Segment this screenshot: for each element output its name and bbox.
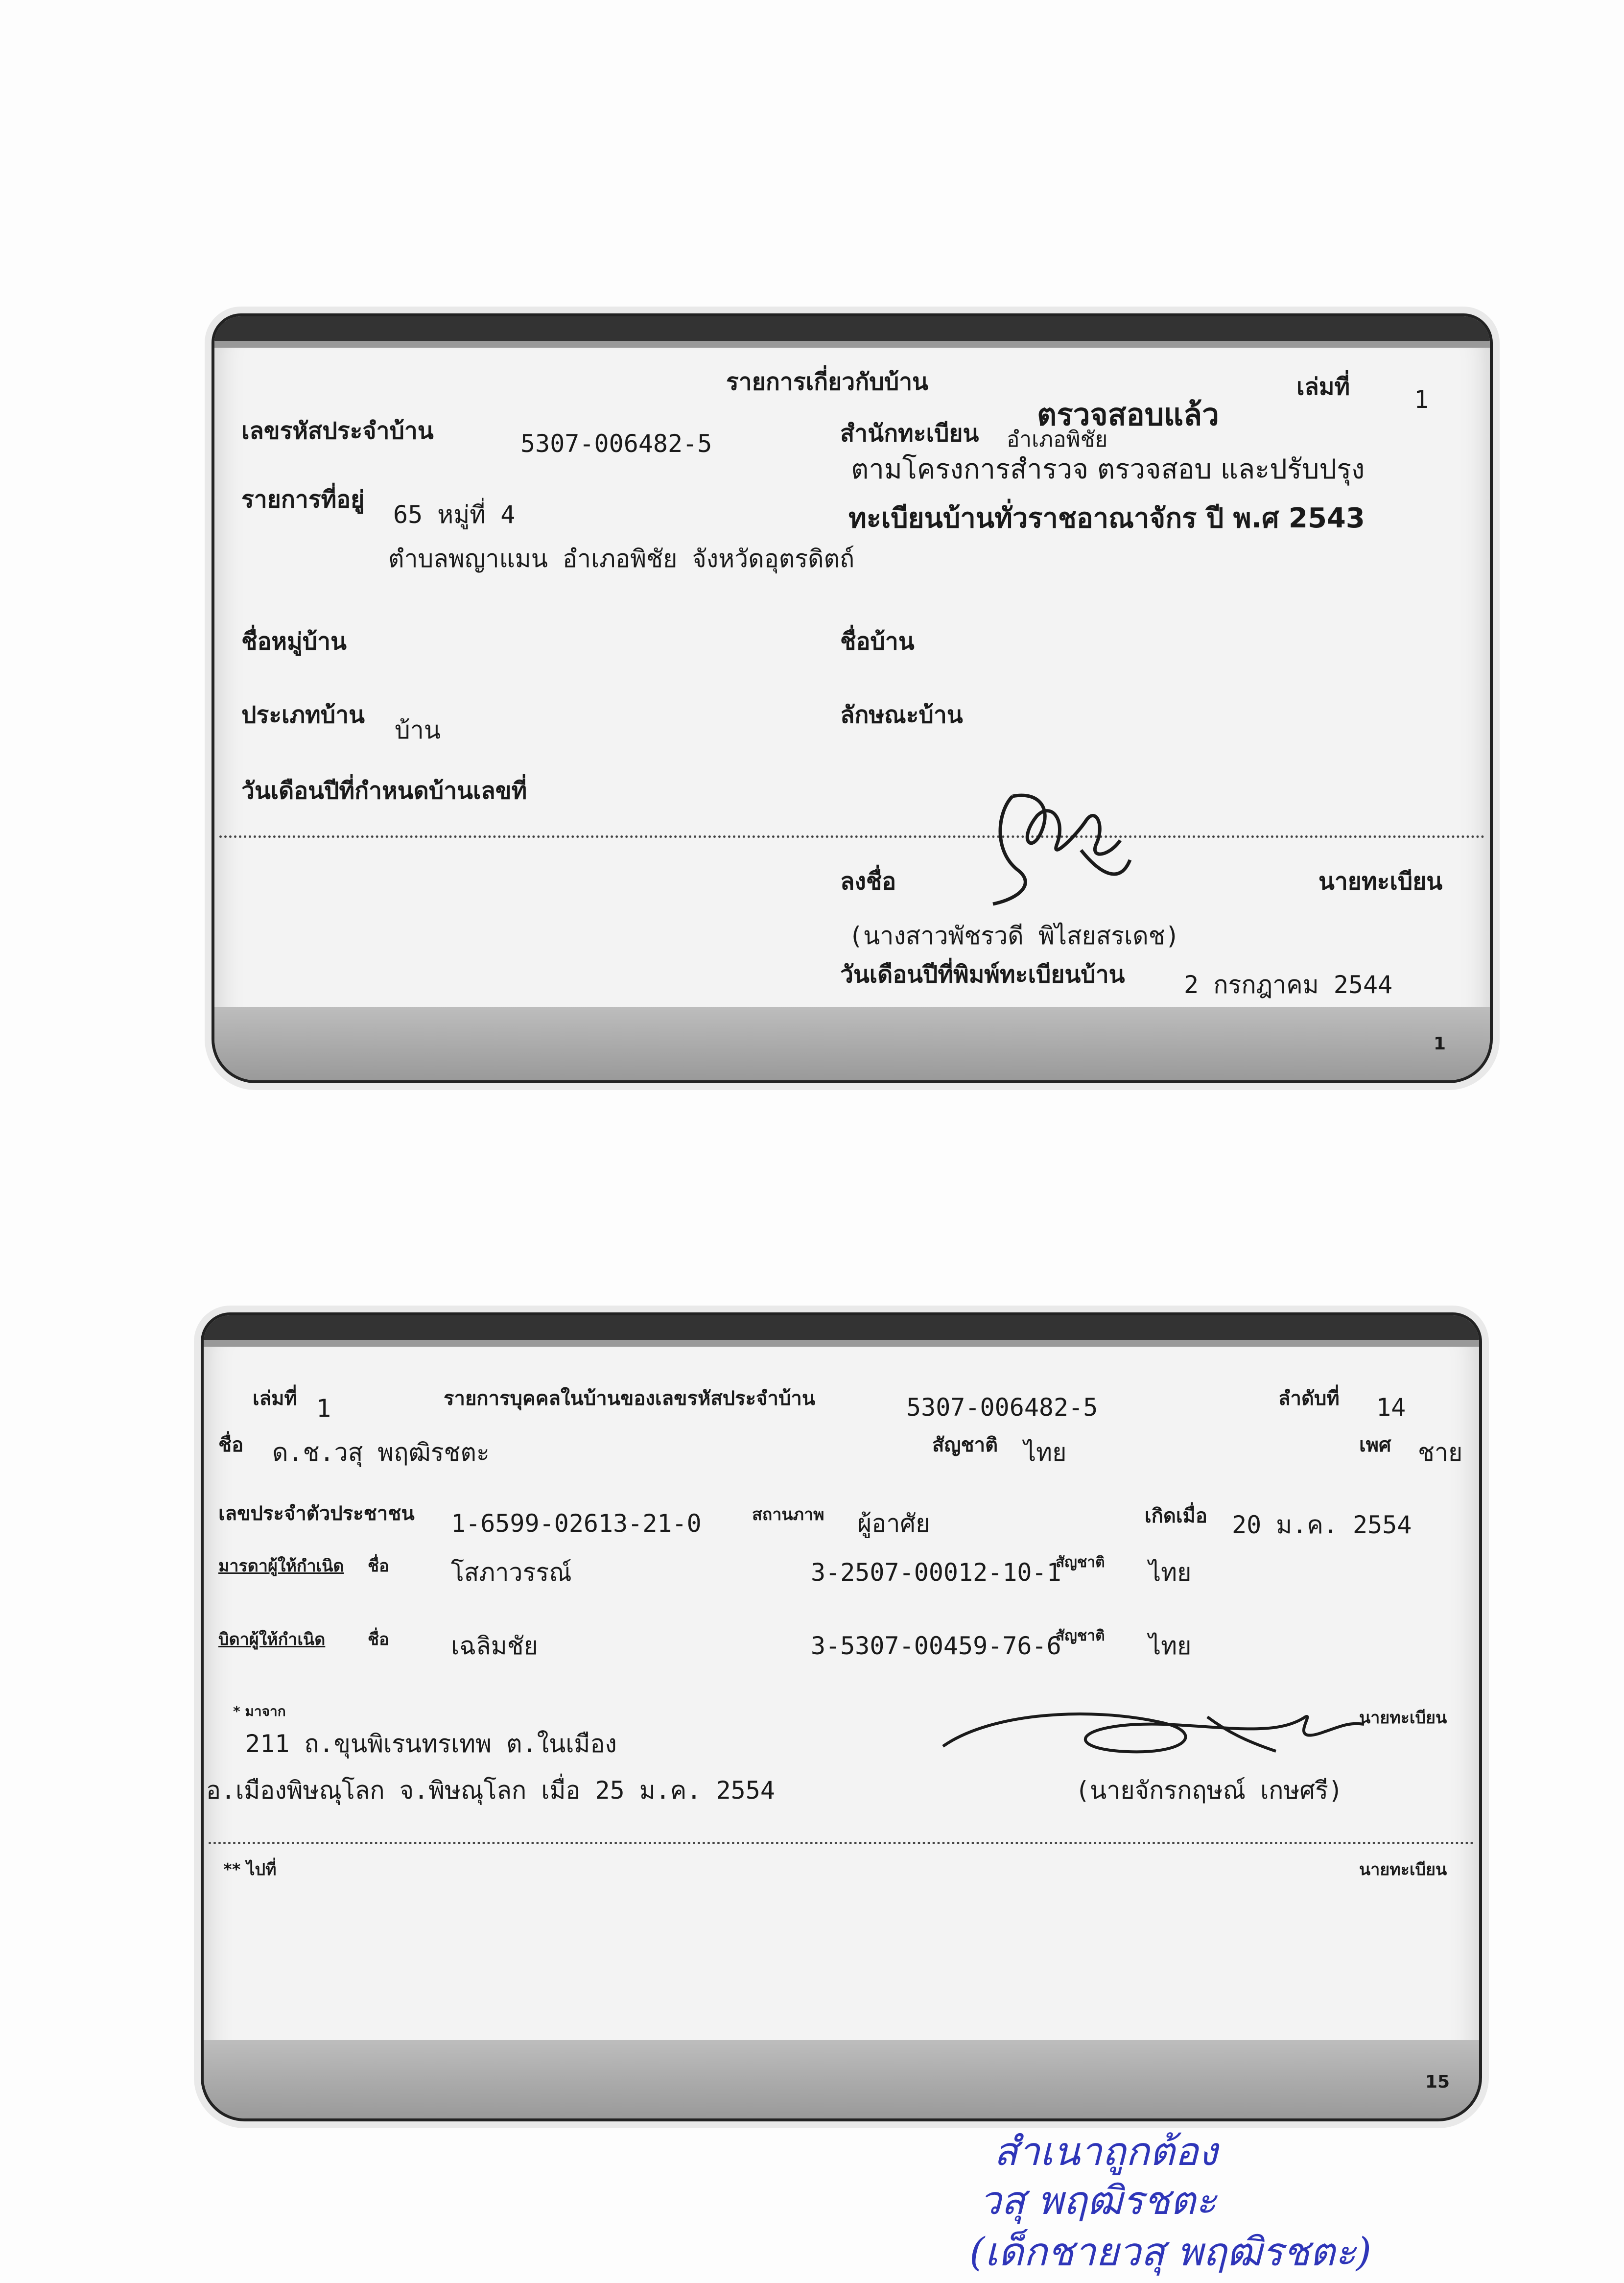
registrar-signature-2 — [933, 1702, 1374, 1771]
stamp-line-2: ทะเบียนบ้านทั่วราชอาณาจักร ปี พ.ศ 2543 — [848, 502, 1365, 534]
mother-label: มารดาผู้ให้กำเนิด — [218, 1556, 344, 1576]
house-name-label: ชื่อบ้าน — [840, 628, 915, 655]
house-code-label: เลขรหัสประจำบ้าน — [241, 417, 434, 445]
father-label: บิดาผู้ให้กำเนิด — [218, 1630, 326, 1649]
nationality-value: ไทย — [1024, 1438, 1067, 1467]
mother-name-value: โสภาวรรณ์ — [451, 1558, 572, 1587]
stamp-line-1: ตามโครงการสำรวจ ตรวจสอบ และปรับปรุง — [851, 453, 1365, 485]
sex-label: เพศ — [1359, 1434, 1391, 1456]
card2-book-value: 1 — [316, 1394, 331, 1423]
father-nationality-label: สัญชาติ — [1056, 1627, 1105, 1644]
card2-registrar-name: (นายจักรกฤษณ์ เกษศรี) — [1075, 1776, 1343, 1805]
moved-to-label: ** ไปที่ — [223, 1860, 277, 1879]
card1-page-number: 1 — [1434, 1034, 1446, 1054]
id-value: 1-6599-02613-21-0 — [451, 1509, 702, 1538]
address-label: รายการที่อยู่ — [241, 486, 365, 513]
card2-page-number: 15 — [1425, 2072, 1450, 2092]
handwritten-full-name: (เด็กชายวสุ พฤฒิรชตะ) — [969, 2229, 1372, 2275]
house-type-value: บ้าน — [395, 716, 441, 744]
mother-name-label: ชื่อ — [368, 1556, 389, 1576]
card1-bottom-band — [214, 1007, 1490, 1080]
born-value: 20 ม.ค. 2554 — [1232, 1511, 1412, 1539]
card1-book-value: 1 — [1414, 385, 1429, 414]
card-top-border — [204, 1315, 1479, 1340]
mother-nationality-value: ไทย — [1149, 1558, 1192, 1587]
father-name-label: ชื่อ — [368, 1630, 389, 1649]
house-code-value: 5307-006482-5 — [520, 429, 712, 458]
registry-office-value: อำเภอพิชัย — [1007, 427, 1108, 452]
address-line-1: 65 หมู่ที่ 4 — [393, 500, 516, 529]
signature-label: ลงชื่อ — [840, 868, 896, 895]
born-label: เกิดเมื่อ — [1145, 1505, 1207, 1527]
print-date-value: 2 กรกฎาคม 2544 — [1184, 971, 1393, 999]
card2-title: รายการบุคคลในบ้านของเลขรหัสประจำบ้าน — [444, 1387, 816, 1410]
mother-nationality-label: สัญชาติ — [1056, 1554, 1105, 1571]
handwritten-signature-name: วสุ พฤฒิรชตะ — [979, 2178, 1217, 2223]
registrar-name: (นางสาวพัชรวดี พิไสยสรเดช) — [848, 922, 1180, 950]
status-value: ผู้อาศัย — [857, 1509, 930, 1538]
seq-value: 14 — [1376, 1393, 1406, 1422]
moved-from-label: * มาจาก — [233, 1703, 286, 1719]
father-id-value: 3-5307-00459-76-6 — [811, 1632, 1061, 1660]
card2-bottom-band — [204, 2040, 1479, 2118]
verified-stamp: ตรวจสอบแล้ว — [1037, 397, 1219, 432]
card1-book-label: เล่มที่ — [1296, 373, 1350, 401]
registry-office-label: สำนักทะเบียน — [840, 420, 979, 447]
date-assigned-label: วันเดือนปีที่กำหนดบ้านเลขที่ — [241, 777, 527, 805]
card2-divider — [209, 1842, 1474, 1844]
handwritten-certified-copy: สำเนาถูกต้อง — [994, 2129, 1218, 2174]
print-date-label: วันเดือนปีที่พิมพ์ทะเบียนบ้าน — [840, 961, 1125, 988]
card-top-border-inner — [204, 1340, 1479, 1347]
house-details-card — [212, 313, 1493, 1083]
name-label: ชื่อ — [218, 1434, 244, 1456]
mother-id-value: 3-2507-00012-10-1 — [811, 1558, 1061, 1587]
card-top-border — [214, 316, 1490, 341]
address-line-2: ตำบลพญาแมน อำเภอพิชัย จังหวัดอุตรดิตถ์ — [388, 545, 855, 573]
card2-book-label: เล่มที่ — [253, 1387, 297, 1410]
card1-divider — [219, 835, 1485, 838]
registrar-signature-1 — [983, 777, 1145, 909]
card2-house-code: 5307-006482-5 — [906, 1393, 1098, 1422]
house-type-label: ประเภทบ้าน — [241, 701, 365, 729]
name-value: ด.ช.วสุ พฤฒิรชตะ — [272, 1438, 490, 1467]
moved-from-line-2: อ.เมืองพิษณุโลก จ.พิษณุโลก เมื่อ 25 ม.ค. 2554 — [206, 1776, 775, 1805]
card1-title: รายการเกี่ยวกับบ้าน — [726, 368, 928, 396]
registrar-label-bottom: นายทะเบียน — [1359, 1860, 1447, 1879]
id-label: เลขประจำตัวประชาชน — [218, 1502, 415, 1525]
father-name-value: เฉลิมชัย — [451, 1632, 538, 1660]
status-label: สถานภาพ — [752, 1505, 824, 1524]
sex-value: ชาย — [1418, 1438, 1463, 1467]
father-nationality-value: ไทย — [1149, 1632, 1192, 1660]
nationality-label: สัญชาติ — [932, 1434, 998, 1456]
seq-label: ลำดับที่ — [1278, 1387, 1340, 1410]
moved-from-line-1: 211 ถ.ขุนพิเรนทรเทพ ต.ในเมือง — [245, 1730, 617, 1758]
registrar-label: นายทะเบียน — [1318, 868, 1443, 895]
village-name-label: ชื่อหมู่บ้าน — [241, 628, 347, 655]
house-character-label: ลักษณะบ้าน — [840, 701, 963, 729]
card-top-border-inner — [214, 341, 1490, 348]
person-details-card — [201, 1312, 1482, 2121]
registrar-label-top: นายทะเบียน — [1359, 1708, 1447, 1728]
